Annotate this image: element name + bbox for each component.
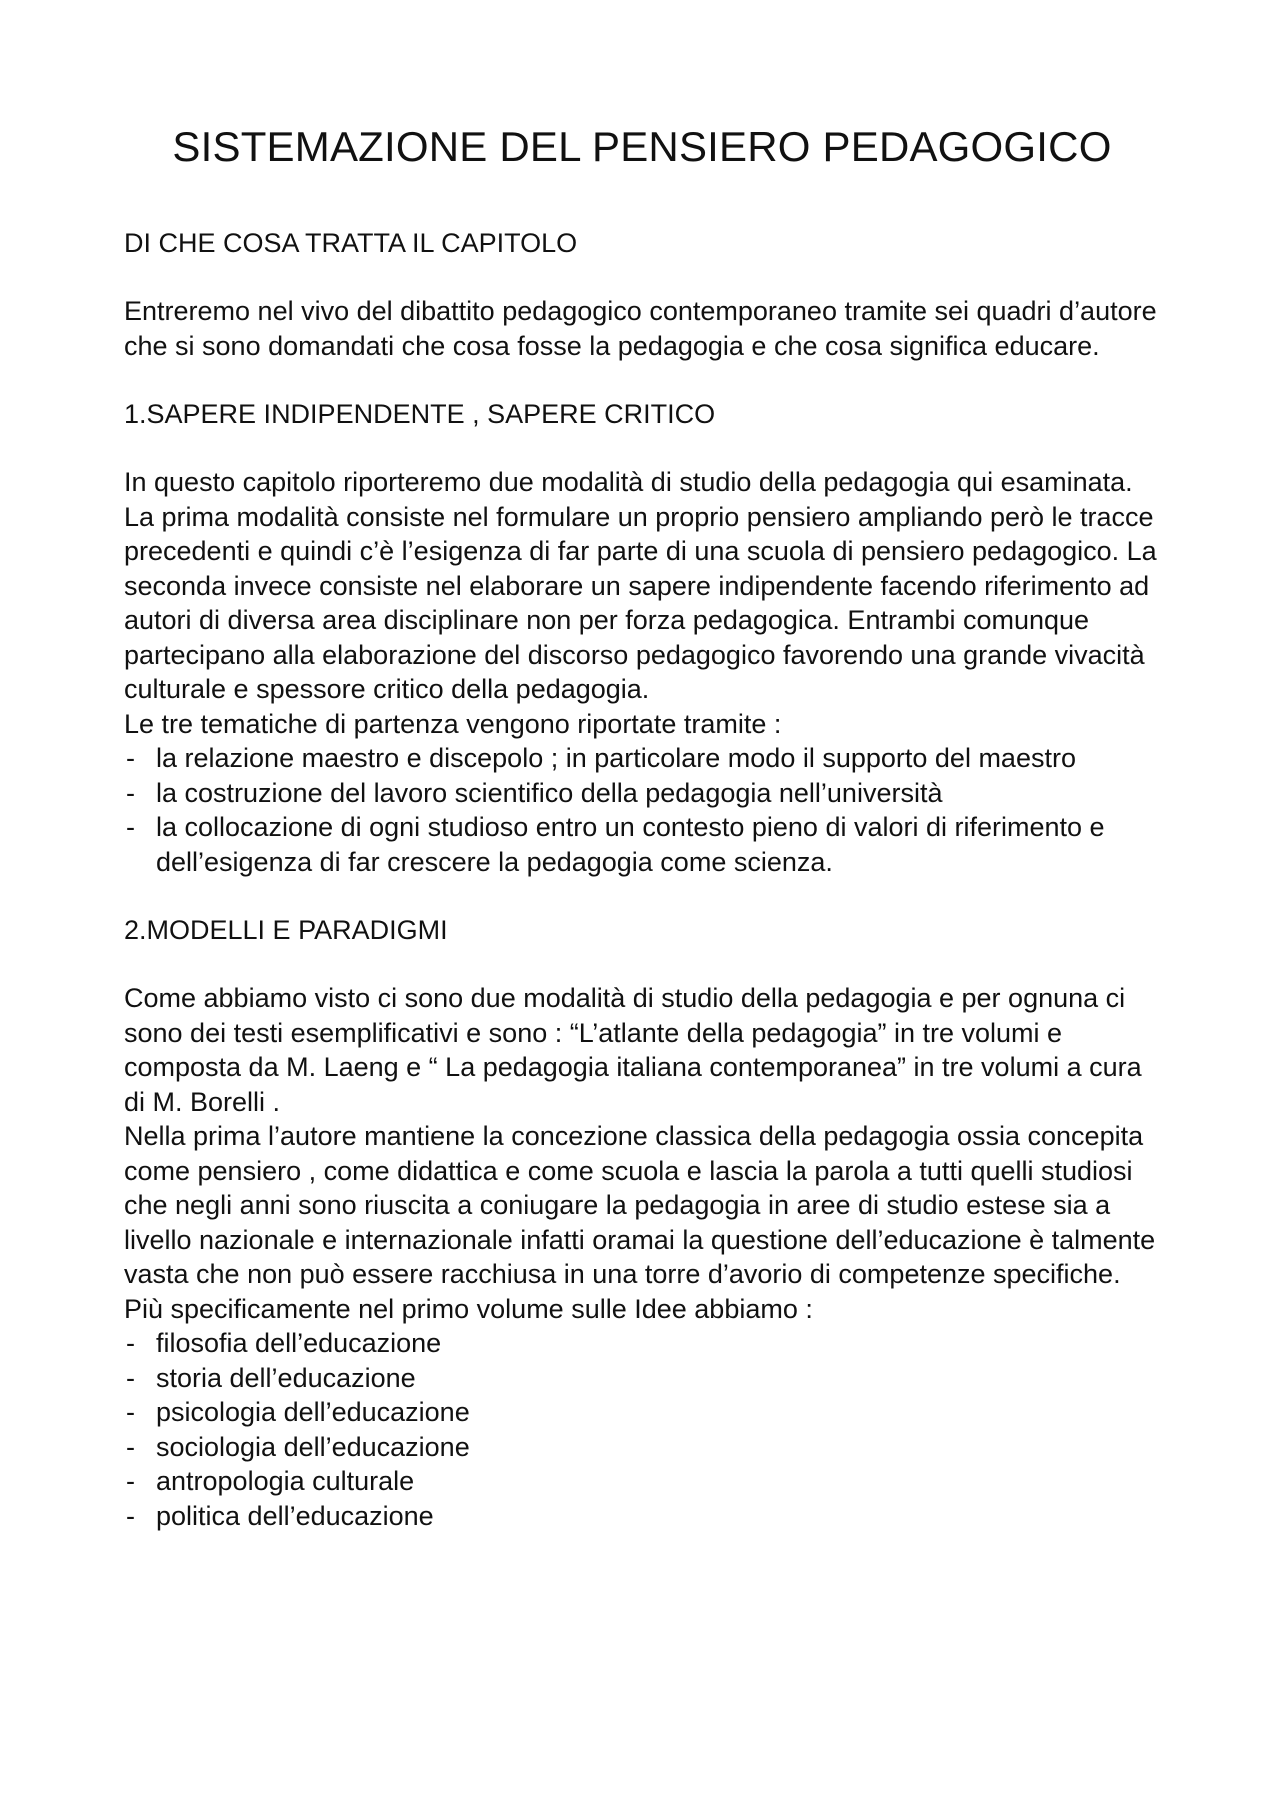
section2-list [124, 1326, 1160, 1533]
section1-list [124, 741, 1160, 879]
list-item: - la costruzione del lavoro scientifico della pedagogia nell’università [124, 776, 1160, 811]
section1-heading: 1.SAPERE INDIPENDENTE , SAPERE CRITICO [124, 399, 716, 429]
page-title: SISTEMAZIONE DEL PENSIERO PEDAGOGICO [172, 123, 1112, 170]
list-item: - sociologia dell’educazione [124, 1430, 1160, 1465]
section1-paragraph: In questo capitolo riporteremo due modalità di studio della pedagogia qui esaminata. La prima modalità consiste nel formulare un proprio pensiero ampliando però le tracce precedenti e quindi c’è l’esigenza di far parte di una scuola di pensiero pedagogico. La seconda invece consiste nel elaborare un sapere indipendente facendo riferimento ad autori di diversa area disciplinare non per forza pedagogica. Entrambi comunque partecipano alla elaborazione del discorso pedagogico favorendo una grande vivacità culturale e spessore critico della pedagogia. [124, 467, 1157, 704]
list-item: - filosofia dell’educazione [124, 1326, 1160, 1361]
list-item: - antropologia culturale [124, 1464, 1160, 1499]
intro-heading: DI CHE COSA TRATTA IL CAPITOLO [124, 228, 578, 258]
section2-paragraph-1: Come abbiamo visto ci sono due modalità di studio della pedagogia e per ognuna ci sono dei testi esemplificativi e sono : “L’atlante della pedagogia” in tre volumi e composta da M. Laeng e “ La pedagogia italiana contemporanea” in tre volumi a cura di M. Borelli . [124, 983, 1142, 1117]
list-item: - la collocazione di ogni studioso entro un contesto pieno di valori di riferimento e dell’esigenza di far crescere la pedagogia come scienza. [124, 810, 1160, 879]
list-item: - psicologia dell’educazione [124, 1395, 1160, 1430]
list-item: - la relazione maestro e discepolo ; in particolare modo il supporto del maestro [124, 741, 1160, 776]
list-item: - politica dell’educazione [124, 1499, 1160, 1534]
section1-list-intro: Le tre tematiche di partenza vengono riportate tramite : [124, 708, 782, 739]
section2-heading: 2.MODELLI E PARADIGMI [124, 915, 448, 945]
intro-paragraph: Entreremo nel vivo del dibattito pedagogico contemporaneo tramite sei quadri d’autore che si sono domandati che cosa fosse la pedagogia e che cosa significa educare. [124, 296, 1157, 361]
section2-paragraph-2: Nella prima l’autore mantiene la concezione classica della pedagogia ossia concepita come pensiero , come didattica e come scuola e lascia la parola a tutti quelli studiosi che negli anni sono riuscita a coniugare la pedagogia in aree di studio estese sia a livello nazionale e internazionale infatti oramai la questione dell’educazione è talmente vasta che non può essere racchiusa in una torre d’avorio di competenze specifiche. Più specificamente nel primo volume sulle Idee abbiamo : [124, 1121, 1156, 1324]
list-item: - storia dell’educazione [124, 1361, 1160, 1396]
